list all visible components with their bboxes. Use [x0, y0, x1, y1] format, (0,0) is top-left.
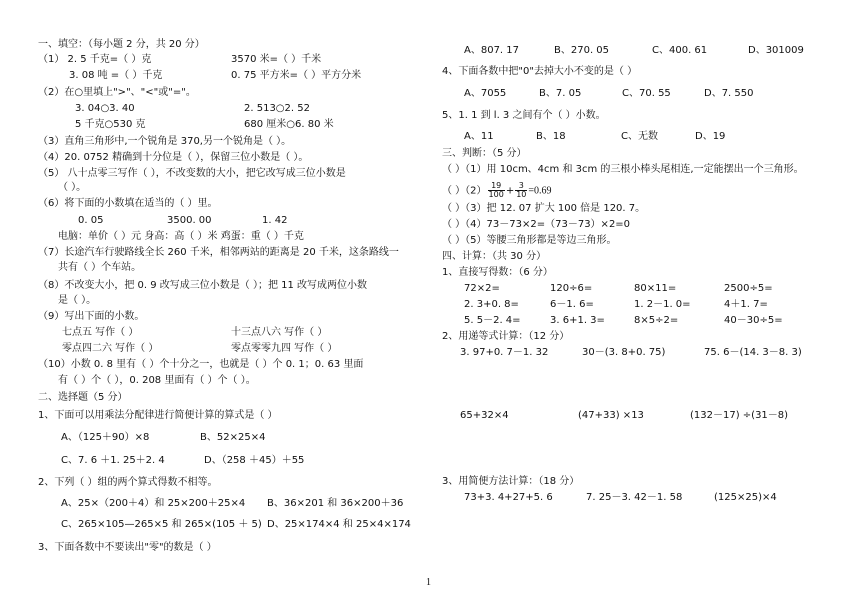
q3: （3）直角三角形中,一个锐角是 370,另一个锐角是（ ）。	[38, 136, 292, 147]
calc1-cell: 40－30÷5=	[724, 315, 783, 326]
s2-q2: 2、下列（ ）组的两个算式得数不相等。	[38, 477, 218, 488]
calc3-b: 7. 25－3. 42－1. 58	[586, 492, 683, 503]
s2-q1-a: A、（125＋90）×8	[61, 432, 150, 443]
fraction-denominator: 100	[488, 190, 504, 199]
q10-b: 有（ ）个（ ），0. 208 里面有（ ）个（ ）。	[58, 375, 256, 386]
s2-q1-c: C、7. 6 ＋1. 25＋2. 4	[61, 455, 165, 466]
s2-q5-c: C、无数	[621, 131, 658, 142]
judge-2	[442, 182, 552, 200]
s2-q1-d: D、（258 ＋45）＋55	[204, 455, 305, 466]
q2-c: 5 千克○530 克	[75, 119, 146, 130]
calc2-f: (132－17) ÷(31－8)	[690, 410, 789, 421]
calc2-e: (47+33) ×13	[578, 410, 644, 421]
calc3-c: (125×25)×4	[714, 492, 777, 503]
judge-2-result: =0.69	[528, 185, 552, 197]
fraction-numerator: 19	[488, 182, 505, 191]
calc1-title: 1、直接写得数：（6 分）	[442, 267, 553, 278]
section3-title: 三、判断：（5 分）	[442, 148, 527, 159]
page-number: 1	[426, 577, 431, 588]
q6: （6）将下面的小数填在适当的（ ）里。	[38, 198, 218, 209]
calc2-b: 30－(3. 8+0. 75)	[582, 347, 666, 358]
q7-b: 共有（ ）个车站。	[58, 262, 142, 273]
judge-1: （ ）（1）用 10cm、4cm 和 3cm 的三根小棒头尾相连,一定能摆出一个三角形。	[442, 164, 804, 175]
calc1-cell: 2. 3+0. 8=	[464, 299, 519, 310]
q4: （4）20. 0752 精确到十分位是（ ），保留三位小数是（ ）。	[38, 152, 309, 163]
calc3-a: 73+3. 4+27+5. 6	[464, 492, 553, 503]
s2-q3-b: B、270. 05	[554, 45, 610, 56]
q2-a: 3. 04○3. 40	[75, 103, 135, 114]
q1-c: 3. 08 吨 =（ ）千克	[69, 70, 163, 81]
calc1-cell: 120÷6=	[550, 283, 593, 294]
fraction-numerator: 3	[515, 182, 527, 191]
judge-4: （ ）（4）73－73×2=（73－73）×2=0	[442, 219, 631, 230]
q10-a: （10）小数 0. 8 里有（ ）个十分之一，也就是（ ）个 0. 1；0. 63 里面	[38, 359, 364, 370]
q2-intro: （2）在○里填上">"、"<"或"="。	[38, 87, 196, 98]
calc1-cell: 6－1. 6=	[550, 299, 594, 310]
section2-title: 二、选择题（5 分）	[38, 392, 128, 403]
q2-b: 2. 513○2. 52	[244, 103, 310, 114]
calc1-cell: 8×5÷2=	[634, 315, 679, 326]
calc2-c: 75. 6－(14. 3－8. 3)	[704, 347, 802, 358]
fraction-denominator: 10	[516, 190, 527, 199]
s2-q2-a: A、25×（200＋4）和 25×200＋25×4	[61, 498, 246, 509]
q9-d: 零点零零九四 写作（ ）	[231, 343, 338, 354]
s2-q3-c: C、400. 61	[652, 45, 708, 56]
q6-n2: 3500. 00	[167, 215, 212, 226]
q6-line: 电脑：单价（ ）元 身高：高（ ）米 鸡蛋：重（ ）千克	[58, 231, 304, 242]
fraction-3-10	[515, 182, 527, 199]
q6-n3: 1. 42	[262, 215, 288, 226]
calc1-cell: 2500÷5=	[724, 283, 773, 294]
calc1-cell: 5. 5－2. 4=	[464, 315, 521, 326]
calc1-cell: 4＋1. 7=	[724, 299, 768, 310]
judge-2-prefix: （ ）（2）	[442, 185, 487, 197]
fraction-19-100	[488, 182, 505, 199]
q1-b: 3570 米=（ ）千米	[231, 54, 322, 65]
s2-q3: 3、下面各数中不要读出"零"的数是（ ）	[38, 542, 217, 553]
q2-d: 680 厘米○6. 80 米	[244, 119, 334, 130]
q8-b: 是（ ）。	[58, 295, 97, 306]
plus-sign: +	[505, 185, 515, 197]
q6-n1: 0. 05	[78, 215, 104, 226]
s2-q5: 5、1. 1 到 l. 3 之间有个（ ）小数。	[442, 110, 606, 121]
q9-b: 十三点八六 写作（ ）	[231, 327, 328, 338]
s2-q2-b: B、36×201 和 36×200＋36	[267, 498, 404, 509]
section4-title: 四、计算：（共 30 分）	[442, 251, 547, 262]
q9-c: 零点四二六 写作（ ）	[62, 343, 159, 354]
s2-q3-d: D、301009	[748, 45, 804, 56]
judge-3: （ ）（3）把 12. 07 扩大 100 倍是 120. 7。	[442, 203, 646, 214]
s2-q4: 4、下面各数中把"0"去掉大小不变的是（ ）	[442, 66, 638, 77]
s2-q1: 1、下面可以用乘法分配律进行简便计算的算式是（ ）	[38, 410, 278, 421]
q1-a: （1） 2. 5 千克=（ ）克	[38, 54, 152, 65]
s2-q4-d: D、7. 550	[704, 88, 754, 99]
calc1-cell: 1. 2－1. 0=	[634, 299, 691, 310]
q9-a: 七点五 写作（ ）	[62, 327, 139, 338]
calc3-title: 3、用简便方法计算：（18 分）	[442, 476, 580, 487]
s2-q3-a: A、807. 17	[464, 45, 520, 56]
s2-q2-c: C、265×105—265×5 和 265×(105 ＋ 5)	[61, 519, 262, 530]
calc2-title: 2、用递等式计算：（12 分）	[442, 331, 570, 342]
calc1-cell: 3. 6+1. 3=	[550, 315, 605, 326]
s2-q4-c: C、70. 55	[622, 88, 671, 99]
s2-q5-d: D、19	[695, 131, 726, 142]
s2-q4-a: A、7055	[464, 88, 507, 99]
s2-q1-b: B、52×25×4	[200, 432, 266, 443]
s2-q5-a: A、11	[464, 131, 494, 142]
calc1-cell: 80×11=	[634, 283, 677, 294]
q1-d: 0. 75 平方米=（ ）平方分米	[231, 70, 362, 81]
q7-a: （7）长途汽车行驶路线全长 260 千米，相邻两站的距离是 20 千米，这条路线一	[38, 247, 399, 258]
calc2-d: 65+32×4	[460, 410, 509, 421]
s2-q2-d: D、25×174×4 和 25×4×174	[267, 519, 411, 530]
q5-b: （ ）。	[58, 182, 87, 193]
q5-a: （5） 八十点零三写作（ ），不改变数的大小，把它改写成三位小数是	[38, 168, 346, 179]
calc2-a: 3. 97+0. 7－1. 32	[460, 347, 549, 358]
s2-q4-b: B、7. 05	[539, 88, 582, 99]
section1-title: 一、填空：（每小题 2 分，共 20 分）	[38, 39, 205, 50]
calc1-cell: 72×2=	[464, 283, 500, 294]
s2-q5-b: B、18	[536, 131, 566, 142]
judge-5: （ ）（5）等腰三角形都是等边三角形。	[442, 235, 617, 246]
q9: （9）写出下面的小数。	[38, 311, 145, 322]
q8-a: （8）不改变大小，把 0. 9 改写成三位小数是（ ）；把 11 改写成两位小数	[38, 280, 368, 291]
